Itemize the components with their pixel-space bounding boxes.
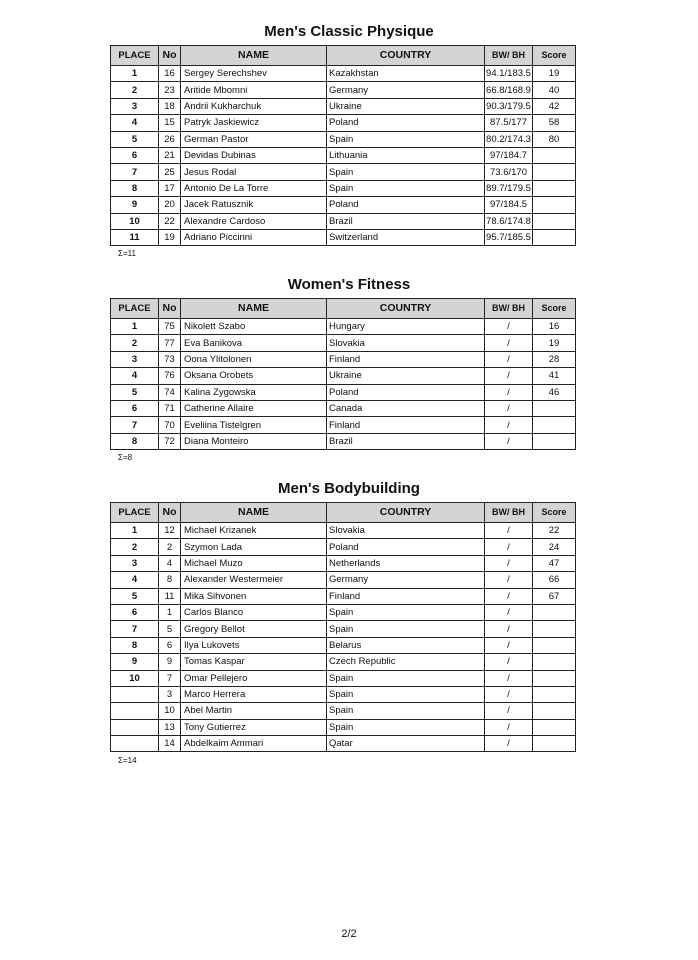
- cell-score: [533, 736, 576, 752]
- cell-country: Qatar: [327, 736, 485, 752]
- cell-score: [533, 621, 576, 637]
- cell-name: Carlos Blanco: [181, 604, 327, 620]
- cell-score: [533, 180, 576, 196]
- cell-name: Nikolett Szabo: [181, 319, 327, 335]
- column-header-no: No: [159, 299, 181, 319]
- cell-score: 19: [533, 335, 576, 351]
- cell-score: [533, 229, 576, 245]
- cell-no: 13: [159, 719, 181, 735]
- column-header-name: NAME: [181, 46, 327, 66]
- cell-name: Mika Sihvonen: [181, 588, 327, 604]
- header-row: [111, 299, 576, 319]
- cell-name: Alexander Westermeier: [181, 572, 327, 588]
- cell-country: Spain: [327, 131, 485, 147]
- cell-country: Spain: [327, 180, 485, 196]
- cell-no: 14: [159, 736, 181, 752]
- section-title: Women's Fitness: [287, 276, 411, 293]
- cell-country: Spain: [327, 703, 485, 719]
- cell-no: 8: [159, 572, 181, 588]
- column-header-bwbh: BW/ BH: [485, 503, 533, 523]
- cell-no: 72: [159, 433, 181, 449]
- cell-name: German Pastor: [181, 131, 327, 147]
- cell-score: 58: [533, 115, 576, 131]
- cell-country: Belarus: [327, 637, 485, 653]
- cell-name: Antonio De La Torre: [181, 180, 327, 196]
- cell-country: Spain: [327, 604, 485, 620]
- column-header-name: NAME: [181, 299, 327, 319]
- cell-score: [533, 686, 576, 702]
- cell-bwbh: 97/184.7: [485, 147, 533, 163]
- cell-no: 20: [159, 197, 181, 213]
- cell-country: Hungary: [327, 319, 485, 335]
- cell-bwbh: /: [485, 555, 533, 571]
- cell-name: Jesus Rodal: [181, 164, 327, 180]
- cell-country: Slovakia: [327, 335, 485, 351]
- table-row: [111, 180, 576, 196]
- cell-place: 6: [111, 604, 159, 620]
- cell-place: 6: [111, 400, 159, 416]
- cell-score: [533, 164, 576, 180]
- cell-score: [533, 197, 576, 213]
- column-header-score: Score: [533, 299, 576, 319]
- cell-no: 16: [159, 66, 181, 82]
- section-title: Men's Bodybuilding: [278, 480, 420, 497]
- cell-bwbh: 97/184.5: [485, 197, 533, 213]
- cell-place: [111, 736, 159, 752]
- cell-no: 71: [159, 400, 181, 416]
- cell-score: 42: [533, 98, 576, 114]
- cell-country: Brazil: [327, 433, 485, 449]
- column-header-score: Score: [533, 46, 576, 66]
- cell-country: Netherlands: [327, 555, 485, 571]
- cell-score: [533, 147, 576, 163]
- cell-score: 67: [533, 588, 576, 604]
- cell-score: 16: [533, 319, 576, 335]
- cell-no: 74: [159, 384, 181, 400]
- cell-place: 7: [111, 417, 159, 433]
- cell-place: 4: [111, 572, 159, 588]
- cell-no: 17: [159, 180, 181, 196]
- cell-no: 25: [159, 164, 181, 180]
- cell-bwbh: 73.6/170: [485, 164, 533, 180]
- cell-country: Germany: [327, 82, 485, 98]
- cell-score: 40: [533, 82, 576, 98]
- cell-no: 5: [159, 621, 181, 637]
- cell-bwbh: /: [485, 319, 533, 335]
- cell-bwbh: /: [485, 539, 533, 555]
- cell-country: Spain: [327, 164, 485, 180]
- cell-name: Abel Martin: [181, 703, 327, 719]
- cell-place: 11: [111, 229, 159, 245]
- competitor-count: Σ=11: [118, 249, 136, 258]
- cell-place: 8: [111, 433, 159, 449]
- cell-country: Canada: [327, 400, 485, 416]
- cell-name: Abdelkaim Ammari: [181, 736, 327, 752]
- table-row: [111, 637, 576, 653]
- cell-no: 11: [159, 588, 181, 604]
- cell-bwbh: 66.8/168.9: [485, 82, 533, 98]
- cell-bwbh: /: [485, 637, 533, 653]
- cell-country: Spain: [327, 719, 485, 735]
- table-row: [111, 319, 576, 335]
- cell-no: 70: [159, 417, 181, 433]
- cell-place: 2: [111, 82, 159, 98]
- table-row: [111, 736, 576, 752]
- cell-bwbh: 90.3/179.5: [485, 98, 533, 114]
- table-row: [111, 164, 576, 180]
- cell-name: Catherine Allaire: [181, 400, 327, 416]
- cell-no: 6: [159, 637, 181, 653]
- cell-bwbh: 80.2/174.3: [485, 131, 533, 147]
- cell-no: 75: [159, 319, 181, 335]
- cell-no: 7: [159, 670, 181, 686]
- cell-place: 6: [111, 147, 159, 163]
- cell-name: Aritide Mbomni: [181, 82, 327, 98]
- cell-place: 4: [111, 368, 159, 384]
- cell-score: 24: [533, 539, 576, 555]
- column-header-bwbh: BW/ BH: [485, 46, 533, 66]
- cell-bwbh: 87.5/177: [485, 115, 533, 131]
- cell-score: 19: [533, 66, 576, 82]
- cell-country: Finland: [327, 588, 485, 604]
- table-row: [111, 82, 576, 98]
- cell-bwbh: 95.7/185.5: [485, 229, 533, 245]
- cell-bwbh: 94.1/183.5: [485, 66, 533, 82]
- cell-bwbh: /: [485, 719, 533, 735]
- cell-no: 21: [159, 147, 181, 163]
- table-row: [111, 670, 576, 686]
- cell-no: 76: [159, 368, 181, 384]
- cell-country: Kazakhstan: [327, 66, 485, 82]
- column-header-score: Score: [533, 503, 576, 523]
- cell-bwbh: /: [485, 621, 533, 637]
- table-row: [111, 572, 576, 588]
- cell-place: [111, 703, 159, 719]
- cell-score: [533, 604, 576, 620]
- table-row: [111, 197, 576, 213]
- cell-no: 77: [159, 335, 181, 351]
- cell-place: 5: [111, 131, 159, 147]
- cell-name: Gregory Bellot: [181, 621, 327, 637]
- cell-name: Eveliina Tistelgren: [181, 417, 327, 433]
- cell-score: 28: [533, 351, 576, 367]
- table-row: [111, 213, 576, 229]
- table-row: [111, 686, 576, 702]
- cell-place: 1: [111, 319, 159, 335]
- cell-score: [533, 670, 576, 686]
- cell-place: [111, 686, 159, 702]
- cell-score: 80: [533, 131, 576, 147]
- cell-bwbh: /: [485, 588, 533, 604]
- cell-no: 23: [159, 82, 181, 98]
- cell-bwbh: /: [485, 351, 533, 367]
- cell-place: 10: [111, 670, 159, 686]
- cell-country: Poland: [327, 539, 485, 555]
- cell-name: Oona Ylitolonen: [181, 351, 327, 367]
- cell-score: [533, 719, 576, 735]
- table-row: [111, 368, 576, 384]
- cell-name: Michael Krizanek: [181, 523, 327, 539]
- cell-country: Czech Republic: [327, 654, 485, 670]
- cell-bwbh: 89.7/179.5: [485, 180, 533, 196]
- cell-no: 4: [159, 555, 181, 571]
- cell-score: [533, 400, 576, 416]
- cell-no: 1: [159, 604, 181, 620]
- cell-bwbh: /: [485, 703, 533, 719]
- table-row: [111, 351, 576, 367]
- section-mens-classic-physique: [0, 22, 698, 42]
- cell-score: [533, 417, 576, 433]
- column-header-country: COUNTRY: [327, 503, 485, 523]
- cell-place: 3: [111, 351, 159, 367]
- table-row: [111, 555, 576, 571]
- cell-country: Switzerland: [327, 229, 485, 245]
- cell-bwbh: /: [485, 523, 533, 539]
- table-row: [111, 604, 576, 620]
- cell-score: [533, 654, 576, 670]
- column-header-country: COUNTRY: [327, 299, 485, 319]
- cell-no: 73: [159, 351, 181, 367]
- cell-place: 9: [111, 654, 159, 670]
- table-row: [111, 654, 576, 670]
- cell-bwbh: /: [485, 670, 533, 686]
- cell-no: 12: [159, 523, 181, 539]
- section-title: Men's Classic Physique: [264, 23, 434, 40]
- cell-no: 19: [159, 229, 181, 245]
- cell-no: 3: [159, 686, 181, 702]
- column-header-no: No: [159, 46, 181, 66]
- cell-bwbh: /: [485, 572, 533, 588]
- cell-country: Brazil: [327, 213, 485, 229]
- results-table-classic-physique: [110, 45, 576, 246]
- cell-name: Diana Monteiro: [181, 433, 327, 449]
- competitor-count: Σ=14: [118, 756, 137, 765]
- cell-name: Tony Gutierrez: [181, 719, 327, 735]
- cell-no: 9: [159, 654, 181, 670]
- section-womens-fitness: [0, 275, 698, 295]
- table-row: [111, 621, 576, 637]
- cell-name: Jacek Ratusznik: [181, 197, 327, 213]
- cell-place: 3: [111, 98, 159, 114]
- cell-country: Poland: [327, 115, 485, 131]
- cell-bwbh: /: [485, 400, 533, 416]
- cell-place: 5: [111, 384, 159, 400]
- cell-no: 10: [159, 703, 181, 719]
- cell-place: 8: [111, 180, 159, 196]
- table-row: [111, 115, 576, 131]
- cell-bwbh: /: [485, 686, 533, 702]
- cell-place: 9: [111, 197, 159, 213]
- cell-name: Andrii Kukharchuk: [181, 98, 327, 114]
- table-row: [111, 433, 576, 449]
- page-number: 2/2: [341, 928, 357, 940]
- cell-country: Germany: [327, 572, 485, 588]
- table-row: [111, 719, 576, 735]
- cell-no: 2: [159, 539, 181, 555]
- cell-name: Omar Pellejero: [181, 670, 327, 686]
- cell-country: Ukraine: [327, 98, 485, 114]
- table-row: [111, 98, 576, 114]
- cell-name: Patryk Jaskiewicz: [181, 115, 327, 131]
- cell-place: 3: [111, 555, 159, 571]
- cell-country: Ukraine: [327, 368, 485, 384]
- cell-name: Sergey Serechshev: [181, 66, 327, 82]
- table-row: [111, 703, 576, 719]
- column-header-country: COUNTRY: [327, 46, 485, 66]
- cell-score: 66: [533, 572, 576, 588]
- column-header-name: NAME: [181, 503, 327, 523]
- cell-name: Michael Muzo: [181, 555, 327, 571]
- table-row: [111, 66, 576, 82]
- cell-place: 1: [111, 66, 159, 82]
- cell-place: 10: [111, 213, 159, 229]
- table-row: [111, 417, 576, 433]
- cell-place: 2: [111, 539, 159, 555]
- cell-no: 15: [159, 115, 181, 131]
- table-row: [111, 384, 576, 400]
- cell-place: 2: [111, 335, 159, 351]
- results-table-mens-bodybuilding: [110, 502, 576, 752]
- table-row: [111, 147, 576, 163]
- table-row: [111, 588, 576, 604]
- cell-country: Poland: [327, 197, 485, 213]
- cell-score: 22: [533, 523, 576, 539]
- cell-name: Oksana Orobets: [181, 368, 327, 384]
- column-header-place: PLACE: [111, 46, 159, 66]
- cell-place: 5: [111, 588, 159, 604]
- cell-name: Ilya Lukovets: [181, 637, 327, 653]
- cell-place: 1: [111, 523, 159, 539]
- competitor-count: Σ=8: [118, 453, 133, 462]
- cell-score: 47: [533, 555, 576, 571]
- table-row: [111, 335, 576, 351]
- cell-name: Adriano Piccinni: [181, 229, 327, 245]
- cell-name: Eva Banikova: [181, 335, 327, 351]
- header-row: [111, 46, 576, 66]
- cell-name: Devidas Dubinas: [181, 147, 327, 163]
- cell-score: [533, 637, 576, 653]
- cell-country: Lithuania: [327, 147, 485, 163]
- column-header-place: PLACE: [111, 299, 159, 319]
- cell-score: [533, 213, 576, 229]
- table-row: [111, 400, 576, 416]
- column-header-place: PLACE: [111, 503, 159, 523]
- cell-country: Finland: [327, 351, 485, 367]
- table-row: [111, 131, 576, 147]
- cell-country: Spain: [327, 670, 485, 686]
- table-row: [111, 523, 576, 539]
- cell-place: 7: [111, 164, 159, 180]
- cell-bwbh: /: [485, 604, 533, 620]
- cell-score: [533, 433, 576, 449]
- cell-bwbh: /: [485, 335, 533, 351]
- section-mens-bodybuilding: [0, 479, 698, 499]
- cell-bwbh: /: [485, 654, 533, 670]
- table-row: [111, 229, 576, 245]
- cell-no: 18: [159, 98, 181, 114]
- cell-bwbh: /: [485, 368, 533, 384]
- cell-name: Szymon Lada: [181, 539, 327, 555]
- cell-score: 41: [533, 368, 576, 384]
- cell-country: Poland: [327, 384, 485, 400]
- cell-name: Tomas Kaspar: [181, 654, 327, 670]
- cell-bwbh: /: [485, 417, 533, 433]
- header-row: [111, 503, 576, 523]
- cell-bwbh: /: [485, 384, 533, 400]
- results-table-womens-fitness: [110, 298, 576, 450]
- cell-bwbh: 78.6/174.8: [485, 213, 533, 229]
- cell-bwbh: /: [485, 736, 533, 752]
- cell-name: Kalina Zygowska: [181, 384, 327, 400]
- cell-no: 26: [159, 131, 181, 147]
- cell-place: 7: [111, 621, 159, 637]
- cell-place: 4: [111, 115, 159, 131]
- column-header-no: No: [159, 503, 181, 523]
- cell-score: 46: [533, 384, 576, 400]
- cell-place: [111, 719, 159, 735]
- cell-country: Finland: [327, 417, 485, 433]
- cell-no: 22: [159, 213, 181, 229]
- cell-name: Alexandre Cardoso: [181, 213, 327, 229]
- cell-place: 8: [111, 637, 159, 653]
- table-row: [111, 539, 576, 555]
- cell-country: Spain: [327, 686, 485, 702]
- cell-country: Spain: [327, 621, 485, 637]
- cell-name: Marco Herrera: [181, 686, 327, 702]
- cell-country: Slovakia: [327, 523, 485, 539]
- column-header-bwbh: BW/ BH: [485, 299, 533, 319]
- cell-bwbh: /: [485, 433, 533, 449]
- cell-score: [533, 703, 576, 719]
